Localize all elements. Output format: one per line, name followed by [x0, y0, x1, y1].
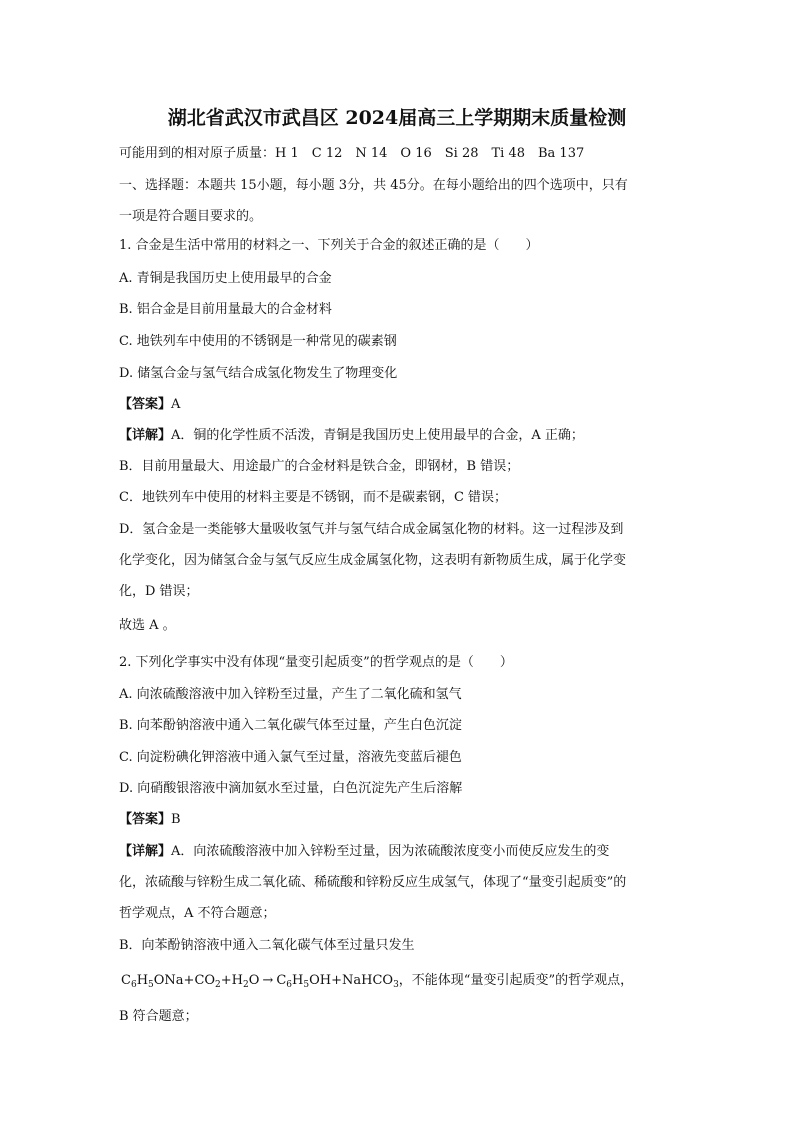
chemical-equation: $C_6H_5ONa+CO_2+H_2O$ → $C_6H_5OH+NaHCO_3$ [121, 973, 399, 990]
equation-comment: ，不能体现“量变引起质变”的哲学观点， [398, 973, 634, 988]
question-2-detail-line-4: B．向苯酚钠溶液中通入二氧化碳气体至过量只发生 [119, 938, 415, 953]
detail-tag: 【详解】 [119, 428, 172, 443]
question-1-stem: 1. 合金是生活中常用的材料之一、下列关于合金的叙述正确的是（ ） [119, 238, 539, 253]
detail-text: A．向浓硫酸溶液中加入锌粉至过量，因为浓硫酸浓度变小而使反应发生的变 [171, 844, 610, 859]
question-1-detail-line-6: 化，D 错误； [119, 584, 199, 599]
question-1-answer [119, 396, 180, 414]
question-2-detail-last: B 符合题意； [119, 1009, 198, 1024]
question-1-detail-line-1 [119, 427, 584, 445]
question-1-detail-line-3: C．地铁列车中使用的材料主要是不锈钢，而不是碳素钢，C 错误； [119, 490, 508, 505]
question-1-detail-line-2: B．目前用量最大、用途最广的合金材料是铁合金，即钢材，B 错误； [119, 459, 520, 474]
question-1-conclusion: 故选 A 。 [119, 618, 176, 633]
question-1-option-c: C. 地铁列车中使用的不锈钢是一种常见的碳素钢 [119, 334, 397, 349]
question-2-option-c: C. 向淀粉碘化钾溶液中通入氯气至过量，溶液先变蓝后褪色 [119, 750, 462, 765]
section-heading-line-1: 一、选择题：本题共 15小题，每小题 3分，共 45分。在每小题给出的四个选项中，只有 [119, 178, 628, 193]
answer-value: A [171, 397, 181, 412]
question-1-detail-line-4: D．氢合金是一类能够大量吸收氢气并与氢气结合成金属氢化物的材料。这一过程涉及到 [119, 522, 624, 537]
question-2-detail-line-3: 哲学观点，A 不符合题意； [119, 906, 276, 921]
question-2-stem: 2. 下列化学事实中没有体现“量变引起质变”的哲学观点的是（ ） [119, 655, 513, 670]
question-2-answer [119, 811, 181, 829]
question-2-option-b: B. 向苯酚钠溶液中通入二氧化碳气体至过量，产生白色沉淀 [119, 718, 462, 733]
section-heading-line-2: 一项是符合题目要求的。 [119, 209, 263, 224]
answer-tag: 【答案】 [119, 812, 172, 827]
detail-tag: 【详解】 [119, 844, 172, 859]
question-2-option-d: D. 向硝酸银溶液中滴加氨水至过量，白色沉淀先产生后溶解 [119, 781, 463, 796]
atomic-masses-note: 可能用到的相对原子质量：H 1 C 12 N 14 O 16 Si 28 Ti 48 Ba 137 [119, 146, 585, 161]
detail-text: A．铜的化学性质不活泼，青铜是我国历史上使用最早的合金，A 正确； [171, 428, 584, 443]
question-2-detail-line-2: 化，浓硫酸与锌粉生成二氧化硫、稀硫酸和锌粉反应生成氢气，体现了“量变引起质变”的 [119, 875, 627, 890]
question-1-option-b: B. 铝合金是目前用量最大的合金材料 [119, 302, 332, 317]
question-1-option-d: D. 储氢合金与氢气结合成氢化物发生了物理变化 [119, 366, 398, 381]
chemical-equation-line [121, 972, 633, 990]
answer-value: B [171, 812, 181, 827]
question-1-option-a: A. 青铜是我国历史上使用最早的合金 [119, 271, 332, 286]
question-2-detail-line-1 [119, 843, 609, 861]
question-1-detail-line-5: 化学变化，因为储氢合金与氢气反应生成金属氢化物，这表明有新物质生成，属于化学变 [119, 553, 627, 568]
answer-tag: 【答案】 [119, 397, 172, 412]
question-2-option-a: A. 向浓硫酸溶液中加入锌粉至过量，产生了二氧化硫和氢气 [119, 687, 462, 702]
page-title: 湖北省武汉市武昌区 2024届高三上学期期末质量检测 [167, 107, 627, 129]
reaction-arrow: → [262, 973, 274, 988]
